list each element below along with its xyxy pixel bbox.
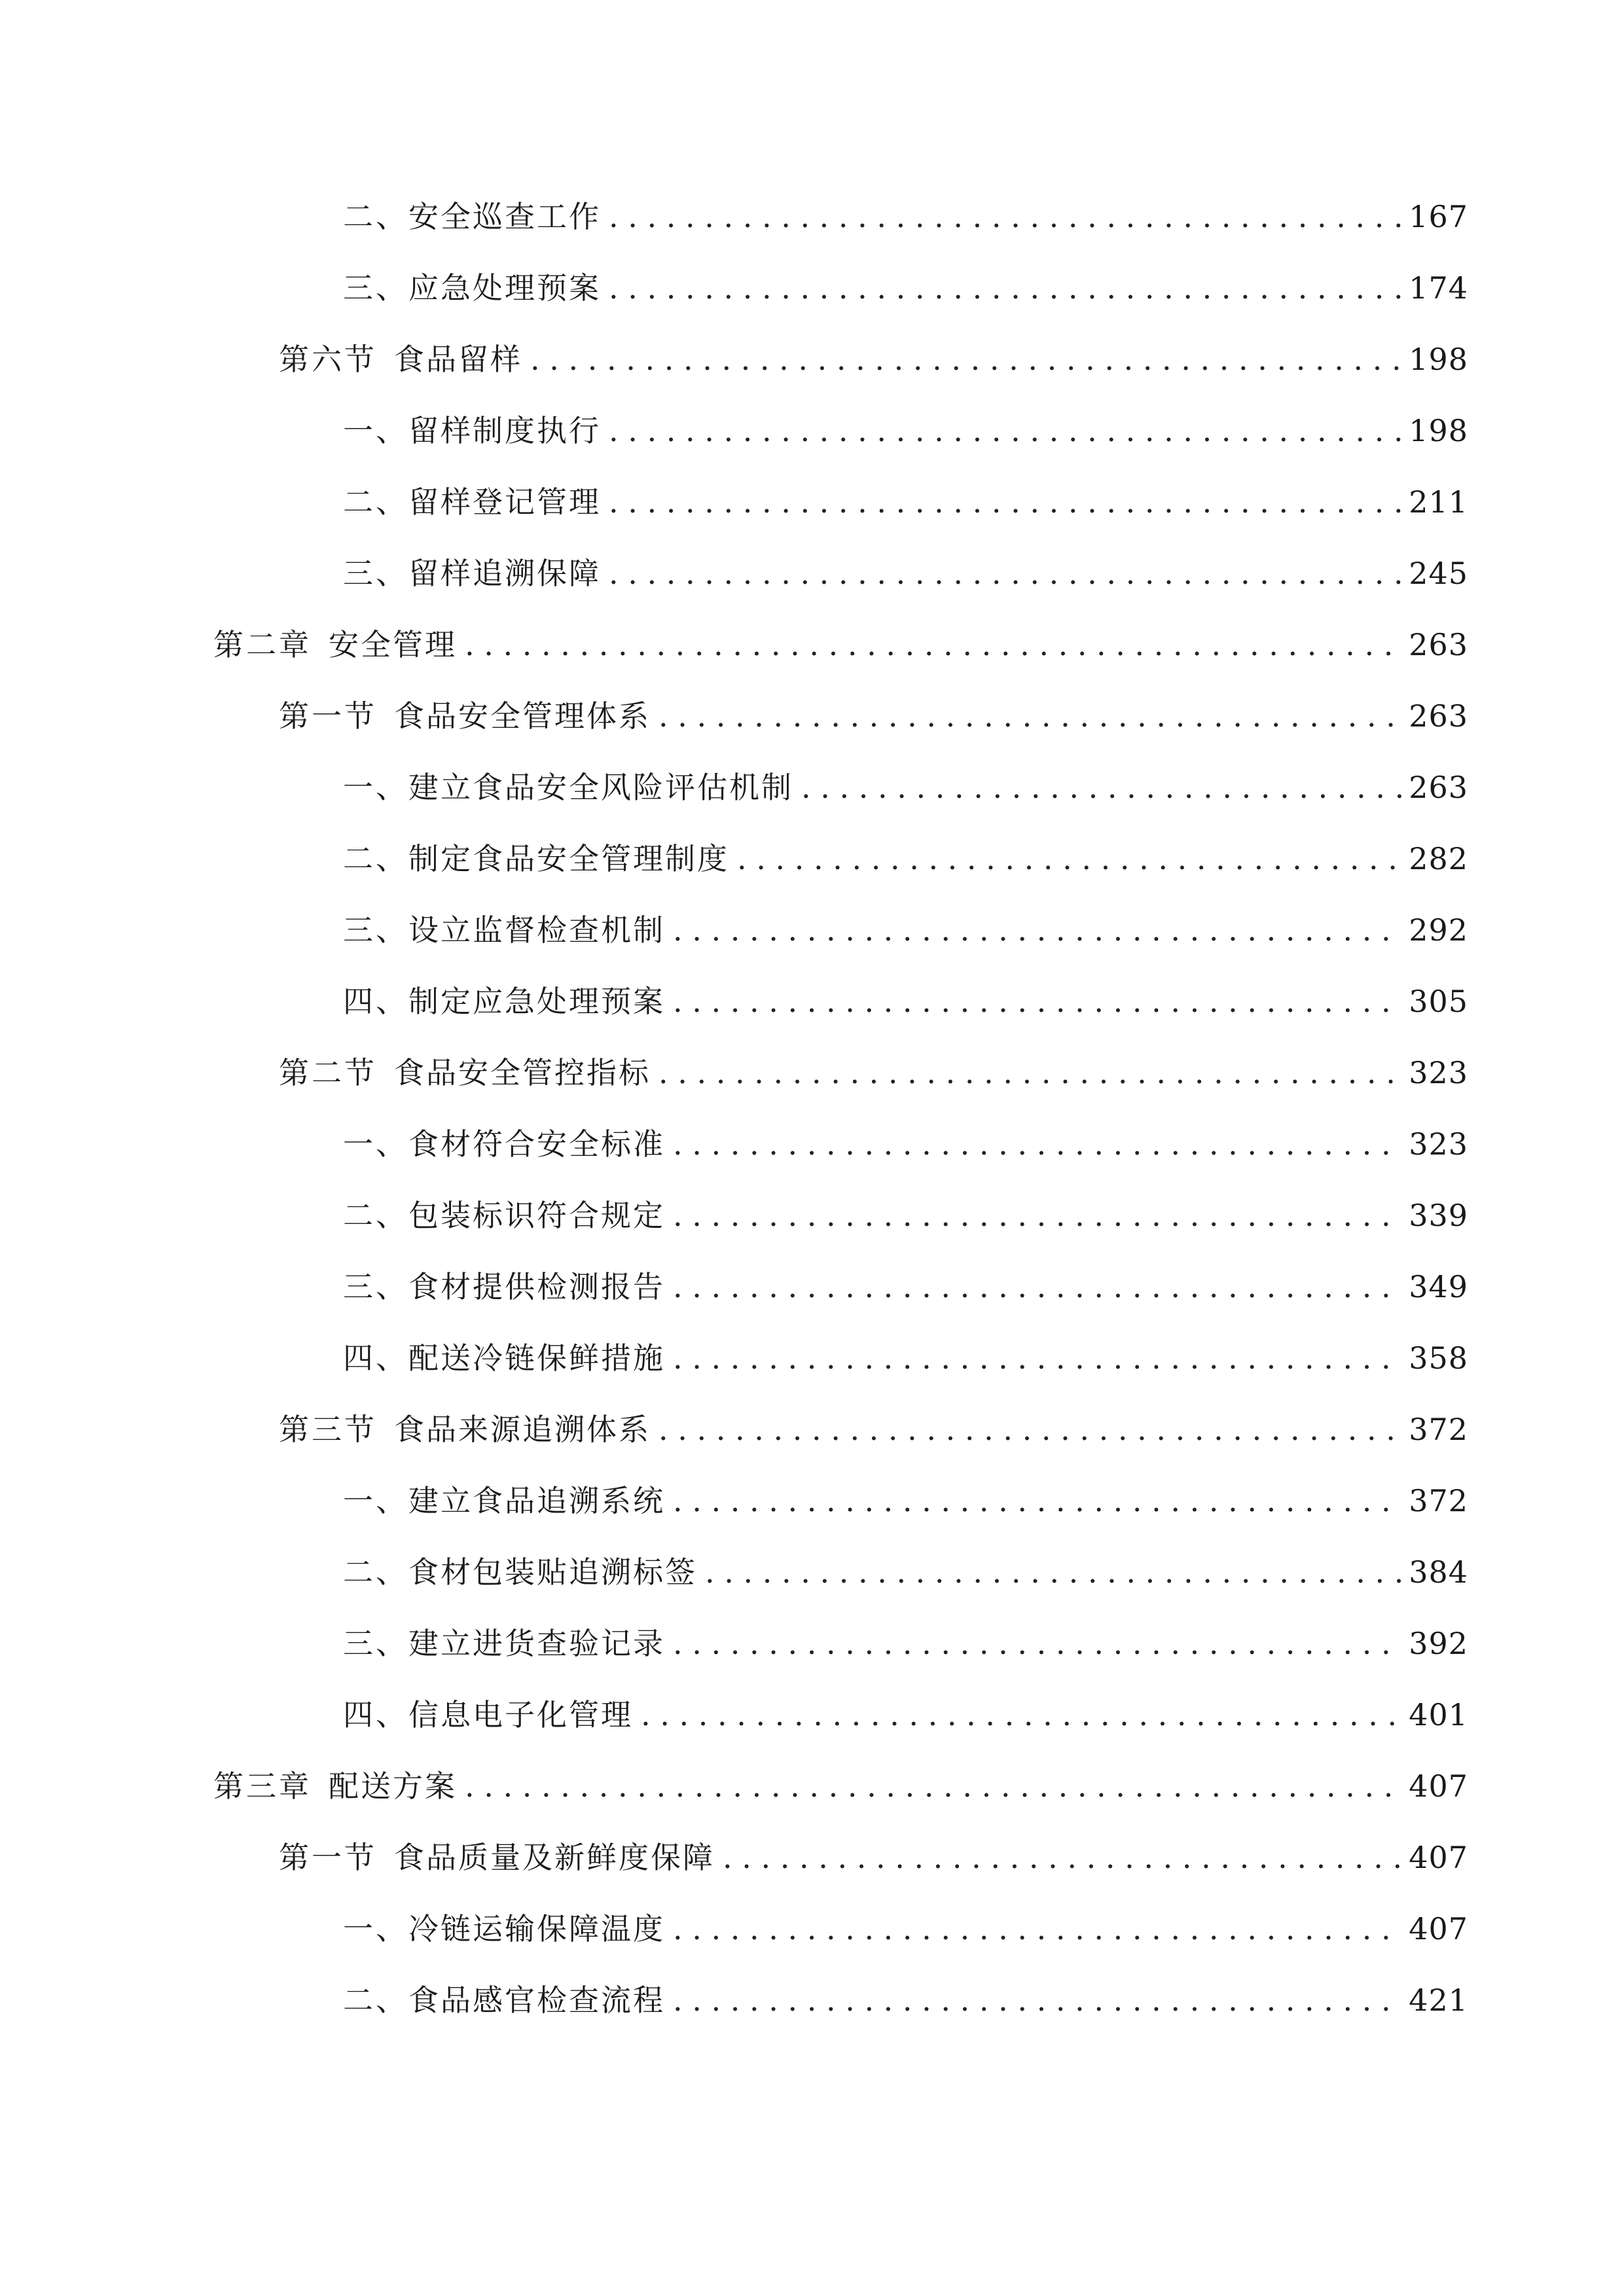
toc-entry-page: 167 [1409, 199, 1468, 234]
toc-entry-page: 305 [1409, 984, 1468, 1019]
toc-entry-title: 食材包装贴追溯标签 [408, 1554, 697, 1590]
toc-entry-number: 二、 [343, 484, 408, 520]
toc-entry-page: 349 [1409, 1269, 1468, 1304]
toc-entry-title: 食品感官检查流程 [408, 1982, 665, 2018]
dot-leader [465, 622, 1402, 668]
toc-entry-title: 食材提供检测报告 [408, 1269, 665, 1304]
toc-entry[interactable] [343, 1692, 1468, 1738]
toc-entry-title: 建立进货查验记录 [408, 1626, 665, 1661]
toc-entry-title: 配送冷链保鲜措施 [408, 1340, 665, 1376]
dot-leader [673, 1621, 1402, 1666]
toc-entry-title: 食品留样 [394, 342, 522, 377]
toc-entry-number: 二、 [343, 199, 408, 234]
toc-entry-page: 323 [1409, 1055, 1468, 1090]
toc-entry[interactable] [343, 836, 1468, 882]
toc-entry-page: 198 [1409, 342, 1468, 377]
toc-entry-number: 一、 [343, 770, 408, 805]
dot-leader [465, 1763, 1402, 1809]
toc-entry-page: 392 [1409, 1626, 1468, 1661]
toc-entry[interactable] [343, 1549, 1468, 1595]
toc-entry[interactable] [279, 693, 1468, 739]
dot-leader [673, 1264, 1402, 1310]
toc-entry[interactable] [343, 764, 1468, 810]
toc-entry-page: 211 [1409, 484, 1468, 520]
toc-entry-number: 第六节 [279, 342, 377, 377]
toc-entry-number: 三、 [343, 1626, 408, 1661]
toc-entry-title: 冷链运输保障温度 [408, 1911, 665, 1946]
toc-entry-title: 食品来源追溯体系 [394, 1412, 651, 1447]
dot-leader [673, 1977, 1402, 2023]
toc-entry-title: 食品质量及新鲜度保障 [394, 1840, 715, 1875]
dot-leader [737, 836, 1402, 882]
toc-entry-number: 一、 [343, 413, 408, 448]
toc-entry[interactable] [279, 1407, 1468, 1452]
toc-entry-title: 设立监督检查机制 [408, 912, 665, 948]
toc-entry-page: 323 [1409, 1126, 1468, 1162]
dot-leader [659, 693, 1402, 739]
toc-entry-page: 263 [1409, 698, 1468, 734]
toc-entry-number: 三、 [343, 1269, 408, 1304]
dot-leader [705, 1549, 1402, 1595]
toc-entry-title: 留样制度执行 [408, 413, 601, 448]
toc-entry-title: 制定食品安全管理制度 [408, 841, 729, 876]
toc-entry-number: 二、 [343, 1198, 408, 1233]
toc-entry[interactable] [343, 1977, 1468, 2023]
toc-entry-title: 配送方案 [329, 1768, 457, 1804]
toc-entry-page: 421 [1409, 1982, 1468, 2018]
dot-leader [673, 1121, 1402, 1167]
dot-leader [641, 1692, 1402, 1738]
toc-entry[interactable] [343, 907, 1468, 953]
dot-leader [673, 978, 1402, 1024]
toc-entry-number: 二、 [343, 1982, 408, 2018]
toc-entry[interactable] [343, 265, 1468, 311]
toc-entry-number: 第一节 [279, 1840, 377, 1875]
toc-entry[interactable] [343, 194, 1468, 240]
toc-entry-number: 四、 [343, 1697, 408, 1732]
dot-leader [609, 265, 1402, 311]
toc-entry-number: 第二节 [279, 1055, 377, 1090]
toc-entry-number: 一、 [343, 1911, 408, 1946]
dot-leader [673, 1193, 1402, 1238]
toc-entry-number: 第三节 [279, 1412, 377, 1447]
toc-entry-title: 建立食品追溯系统 [408, 1483, 665, 1518]
toc-entry-page: 292 [1409, 912, 1468, 948]
toc-entry-number: 第一节 [279, 698, 377, 734]
dot-leader [673, 1906, 1402, 1952]
toc-entry[interactable] [343, 550, 1468, 596]
toc-entry-page: 263 [1409, 770, 1468, 805]
toc-entry[interactable] [343, 1478, 1468, 1524]
toc-entry-number: 二、 [343, 841, 408, 876]
toc-entry-title: 留样追溯保障 [408, 556, 601, 591]
dot-leader [609, 550, 1402, 596]
dot-leader [673, 907, 1402, 953]
toc-entry-title: 食品安全管理体系 [394, 698, 651, 734]
toc-entry[interactable] [343, 1121, 1468, 1167]
toc-entry-number: 四、 [343, 1340, 408, 1376]
toc-entry[interactable] [343, 479, 1468, 525]
toc-entry-title: 信息电子化管理 [408, 1697, 633, 1732]
toc-entry-page: 372 [1409, 1483, 1468, 1518]
toc-entry-title: 包装标识符合规定 [408, 1198, 665, 1233]
toc-entry-title: 应急处理预案 [408, 270, 601, 306]
toc-entry-number: 三、 [343, 270, 408, 306]
toc-entry-title: 留样登记管理 [408, 484, 601, 520]
toc-entry[interactable] [343, 1264, 1468, 1310]
toc-entry[interactable] [213, 1763, 1468, 1809]
dot-leader [673, 1478, 1402, 1524]
toc-entry[interactable] [343, 1335, 1468, 1381]
toc-entry-number: 二、 [343, 1554, 408, 1590]
toc-entry-title: 食材符合安全标准 [408, 1126, 665, 1162]
toc-entry-number: 第三章 [213, 1768, 312, 1804]
toc-entry-title: 安全管理 [329, 627, 457, 662]
dot-leader [659, 1407, 1402, 1452]
dot-leader [723, 1835, 1402, 1880]
toc-entry[interactable] [279, 336, 1468, 382]
dot-leader [609, 479, 1402, 525]
dot-leader [609, 194, 1402, 240]
toc-entry-number: 三、 [343, 912, 408, 948]
toc-entry-page: 282 [1409, 841, 1468, 876]
toc-entry-page: 198 [1409, 413, 1468, 448]
toc-entry-title: 安全巡查工作 [408, 199, 601, 234]
toc-entry[interactable] [279, 1835, 1468, 1880]
toc-entry[interactable] [213, 622, 1468, 668]
dot-leader [530, 336, 1402, 382]
toc-entry-number: 一、 [343, 1483, 408, 1518]
toc-entry-page: 384 [1409, 1554, 1468, 1590]
toc-entry-title: 食品安全管控指标 [394, 1055, 651, 1090]
toc-entry[interactable] [343, 1906, 1468, 1952]
toc-entry-page: 174 [1409, 270, 1468, 306]
dot-leader [659, 1050, 1402, 1096]
toc-entry[interactable] [279, 1050, 1468, 1096]
toc-entry-number: 四、 [343, 984, 408, 1019]
dot-leader [609, 408, 1402, 454]
toc-entry-page: 372 [1409, 1412, 1468, 1447]
toc-entry-title: 制定应急处理预案 [408, 984, 665, 1019]
toc-entry-page: 339 [1409, 1198, 1468, 1233]
toc-entry-page: 407 [1409, 1911, 1468, 1946]
toc-entry-number: 三、 [343, 556, 408, 591]
toc-entry-page: 407 [1409, 1768, 1468, 1804]
toc-entry[interactable] [343, 978, 1468, 1024]
toc-entry-number: 一、 [343, 1126, 408, 1162]
toc-entry-page: 407 [1409, 1840, 1468, 1875]
toc-entry-page: 358 [1409, 1340, 1468, 1376]
toc-entry-number: 第二章 [213, 627, 312, 662]
toc-entry[interactable] [343, 408, 1468, 454]
toc-entry-page: 245 [1409, 556, 1468, 591]
toc-entry[interactable] [343, 1621, 1468, 1666]
toc-entry-page: 401 [1409, 1697, 1468, 1732]
dot-leader [801, 764, 1402, 810]
dot-leader [673, 1335, 1402, 1381]
toc-entry[interactable] [343, 1193, 1468, 1238]
toc-entry-title: 建立食品安全风险评估机制 [408, 770, 793, 805]
toc-entry-page: 263 [1409, 627, 1468, 662]
